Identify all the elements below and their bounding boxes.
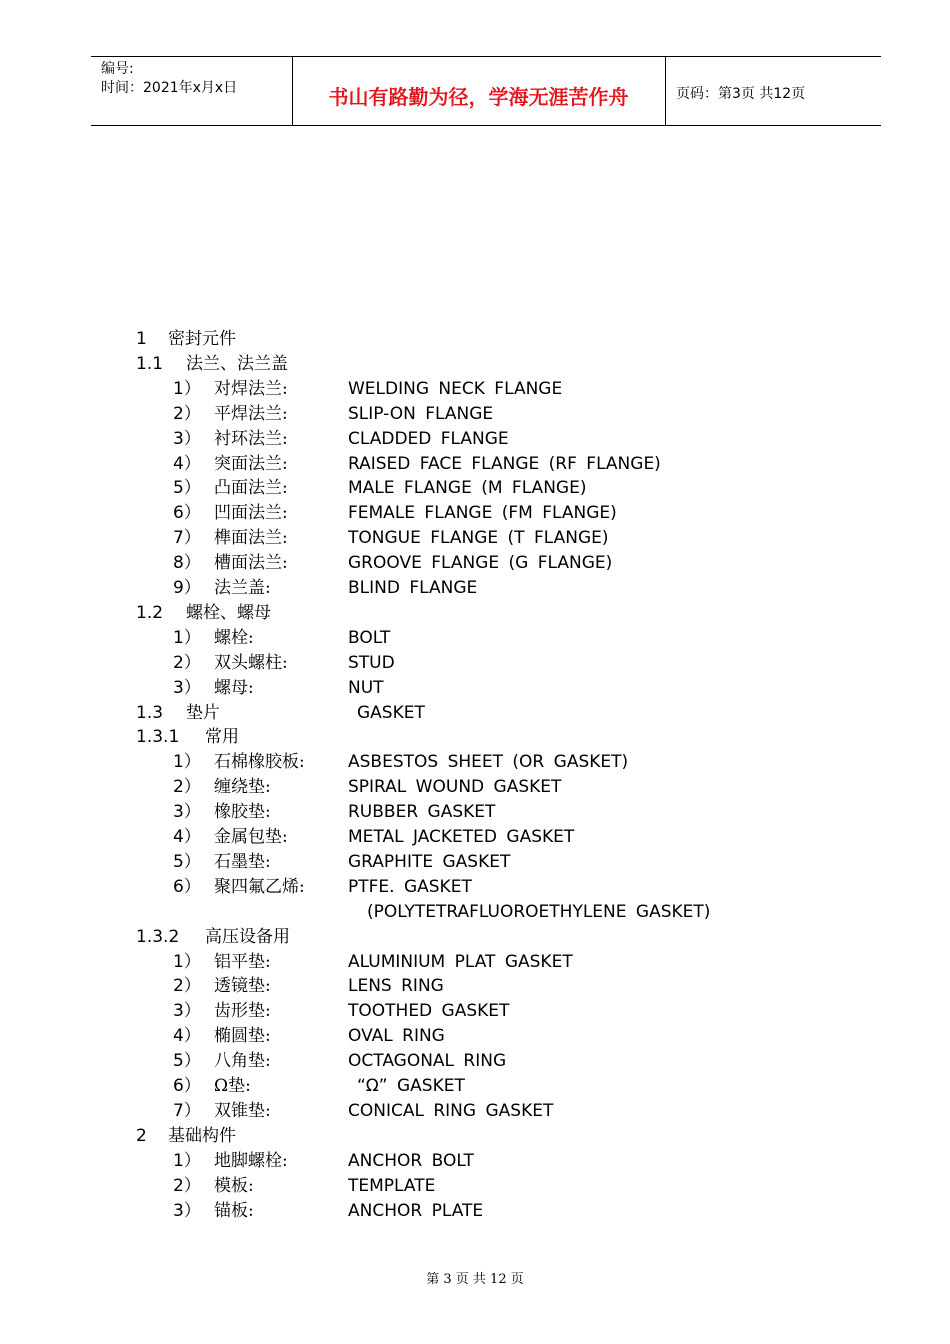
item-number: 3）	[173, 428, 201, 449]
item-english-term: TONGUE FLANGE (T FLANGE)	[348, 528, 609, 549]
item-chinese-term: 平焊法兰:	[214, 403, 288, 424]
item-number: 7）	[173, 528, 201, 549]
item-number: 1.3.1	[136, 727, 180, 748]
list-item	[0, 1049, 950, 1074]
list-item	[0, 1024, 950, 1049]
item-english-term: MALE FLANGE (M FLANGE)	[348, 478, 587, 499]
item-chinese-term: 榫面法兰:	[214, 528, 288, 549]
item-english-term: METAL JACKETED GASKET	[348, 827, 575, 847]
item-number: 1）	[173, 378, 201, 399]
motto: 书山有路勤为径，学海无涯苦作舟	[328, 85, 629, 109]
list-item	[0, 327, 950, 352]
item-english-term: ALUMINIUM PLAT GASKET	[348, 951, 573, 972]
item-english-term: CLADDED FLANGE	[348, 428, 509, 449]
item-number: 8）	[173, 553, 201, 574]
item-chinese-term: 聚四氟乙烯:	[214, 876, 305, 897]
page-footer: 第 3 页 共 12 页	[426, 1272, 524, 1287]
list-item	[0, 775, 950, 800]
item-chinese-term: 凸面法兰:	[214, 478, 288, 499]
item-chinese-term: 螺栓:	[214, 627, 254, 648]
list-item	[0, 551, 950, 576]
list-item	[0, 850, 950, 875]
item-chinese-term: 高压设备用	[205, 926, 290, 947]
item-chinese-term: 八角垫:	[214, 1051, 271, 1072]
list-item	[0, 676, 950, 701]
item-number: 1.3.2	[136, 926, 180, 947]
list-item	[0, 402, 950, 427]
item-number: 4）	[173, 827, 201, 847]
item-chinese-term: 模板:	[214, 1175, 254, 1196]
list-item	[0, 651, 950, 676]
list-item	[0, 925, 950, 950]
item-number: 6）	[173, 876, 201, 897]
item-number: 7）	[173, 1100, 201, 1121]
header-info-cell	[91, 57, 293, 125]
item-chinese-term: 锚板:	[214, 1200, 254, 1221]
item-english-term: OVAL RING	[348, 1026, 445, 1047]
item-english-term: FEMALE FLANGE (FM FLANGE)	[348, 503, 617, 524]
list-item	[0, 526, 950, 551]
item-chinese-term: 椭圆垫:	[214, 1026, 271, 1047]
item-chinese-term: 金属包垫:	[214, 827, 288, 847]
item-chinese-term: 石墨垫:	[214, 851, 271, 872]
list-item	[0, 576, 950, 601]
item-chinese-term: 法兰盖:	[214, 578, 271, 598]
item-chinese-term: 透镜垫:	[214, 976, 271, 997]
item-number: 6）	[173, 503, 201, 524]
date-label: 时间：2021年x月x日	[101, 80, 238, 96]
item-chinese-term: 橡胶垫:	[214, 802, 271, 823]
item-english-term: GROOVE FLANGE (G FLANGE)	[348, 553, 613, 574]
item-english-term: BLIND FLANGE	[348, 578, 478, 598]
list-item	[0, 1099, 950, 1124]
item-chinese-term: 常用	[205, 727, 239, 748]
page-info: 页码：第3页 共12页	[676, 86, 806, 102]
item-number: 3）	[173, 802, 201, 823]
item-english-term: RUBBER GASKET	[348, 802, 496, 823]
item-english-term: SLIP-ON FLANGE	[348, 403, 494, 424]
item-english-term: RAISED FACE FLANGE (RF FLANGE)	[348, 453, 661, 474]
item-english-term: STUD	[348, 652, 395, 673]
item-chinese-term: 对焊法兰:	[214, 378, 288, 399]
item-english-term: LENS RING	[348, 976, 444, 997]
item-english-term: TEMPLATE	[348, 1175, 436, 1196]
list-item	[0, 750, 950, 775]
item-number: 2	[136, 1125, 147, 1146]
list-item	[0, 1199, 950, 1224]
item-english-term: NUT	[348, 677, 384, 698]
item-number: 3）	[173, 677, 201, 698]
item-number: 6）	[173, 1076, 201, 1096]
item-english-term: ANCHOR BOLT	[348, 1150, 474, 1171]
list-item	[0, 1074, 950, 1099]
list-item	[0, 1124, 950, 1149]
item-chinese-term: 基础构件	[168, 1125, 236, 1146]
item-chinese-term: 密封元件	[168, 329, 236, 349]
item-number: 1）	[173, 951, 201, 972]
list-item	[0, 1149, 950, 1174]
item-number: 5）	[173, 1051, 201, 1072]
list-item	[0, 999, 950, 1024]
item-number: 2）	[173, 1175, 201, 1196]
item-chinese-term: Ω垫:	[214, 1076, 251, 1096]
item-chinese-term: 螺母:	[214, 677, 254, 698]
list-item	[0, 701, 950, 726]
item-chinese-term: 螺栓、螺母	[186, 602, 271, 623]
item-number: 2）	[173, 976, 201, 997]
list-item	[0, 800, 950, 825]
item-number: 1.1	[136, 353, 164, 374]
item-number: 4）	[173, 453, 201, 474]
item-english-term: ASBESTOS SHEET (OR GASKET)	[348, 752, 629, 773]
item-chinese-term: 双头螺柱:	[214, 652, 288, 673]
item-english-term: (POLYTETRAFLUOROETHYLENE GASKET)	[367, 901, 711, 922]
item-chinese-term: 槽面法兰:	[214, 553, 288, 574]
item-english-term: TOOTHED GASKET	[348, 1001, 510, 1022]
item-number: 1	[136, 329, 147, 349]
item-english-term: PTFE. GASKET	[348, 876, 472, 897]
item-english-term: CONICAL RING GASKET	[348, 1100, 554, 1121]
list-item	[0, 377, 950, 402]
item-chinese-term: 石棉橡胶板:	[214, 752, 305, 773]
item-chinese-term: 齿形垫:	[214, 1001, 271, 1022]
page-header	[91, 56, 881, 126]
list-item	[0, 900, 950, 925]
item-chinese-term: 凹面法兰:	[214, 503, 288, 524]
item-number: 2）	[173, 652, 201, 673]
item-number: 4）	[173, 1026, 201, 1047]
item-number: 1）	[173, 752, 201, 773]
item-number: 1.2	[136, 602, 164, 623]
code-label: 编号:	[101, 61, 134, 77]
item-number: 5）	[173, 478, 201, 499]
item-chinese-term: 垫片	[186, 702, 220, 723]
list-item	[0, 601, 950, 626]
item-english-term: GRAPHITE GASKET	[348, 851, 511, 872]
item-english-term: “Ω” GASKET	[357, 1076, 465, 1096]
item-chinese-term: 衬环法兰:	[214, 428, 288, 449]
header-motto-cell	[292, 57, 666, 125]
item-english-term: OCTAGONAL RING	[348, 1051, 507, 1072]
list-item	[0, 950, 950, 975]
list-item	[0, 352, 950, 377]
list-item	[0, 725, 950, 750]
item-english-term: WELDING NECK FLANGE	[348, 378, 563, 399]
item-english-term: SPIRAL WOUND GASKET	[348, 777, 562, 798]
item-english-term: BOLT	[348, 627, 391, 648]
item-number: 3）	[173, 1200, 201, 1221]
item-chinese-term: 突面法兰:	[214, 453, 288, 474]
item-chinese-term: 铝平垫:	[214, 951, 271, 972]
item-number: 9）	[173, 578, 201, 598]
item-english-term: ANCHOR PLATE	[348, 1200, 484, 1221]
item-number: 2）	[173, 403, 201, 424]
list-item	[0, 626, 950, 651]
item-chinese-term: 法兰、法兰盖	[186, 353, 288, 374]
item-chinese-term: 缠绕垫:	[214, 777, 271, 798]
item-number: 1）	[173, 627, 201, 648]
list-item	[0, 427, 950, 452]
list-item	[0, 1174, 950, 1199]
item-number: 1.3	[136, 702, 164, 723]
item-english-term: GASKET	[357, 702, 425, 723]
list-item	[0, 452, 950, 477]
header-page-cell	[666, 57, 881, 125]
item-chinese-term: 地脚螺栓:	[214, 1150, 288, 1171]
item-number: 3）	[173, 1001, 201, 1022]
list-item	[0, 875, 950, 900]
list-item	[0, 974, 950, 999]
list-item	[0, 501, 950, 526]
item-number: 1）	[173, 1150, 201, 1171]
item-chinese-term: 双锥垫:	[214, 1100, 271, 1121]
item-number: 5）	[173, 851, 201, 872]
list-item	[0, 825, 950, 850]
list-item	[0, 476, 950, 501]
item-number: 2）	[173, 777, 201, 798]
